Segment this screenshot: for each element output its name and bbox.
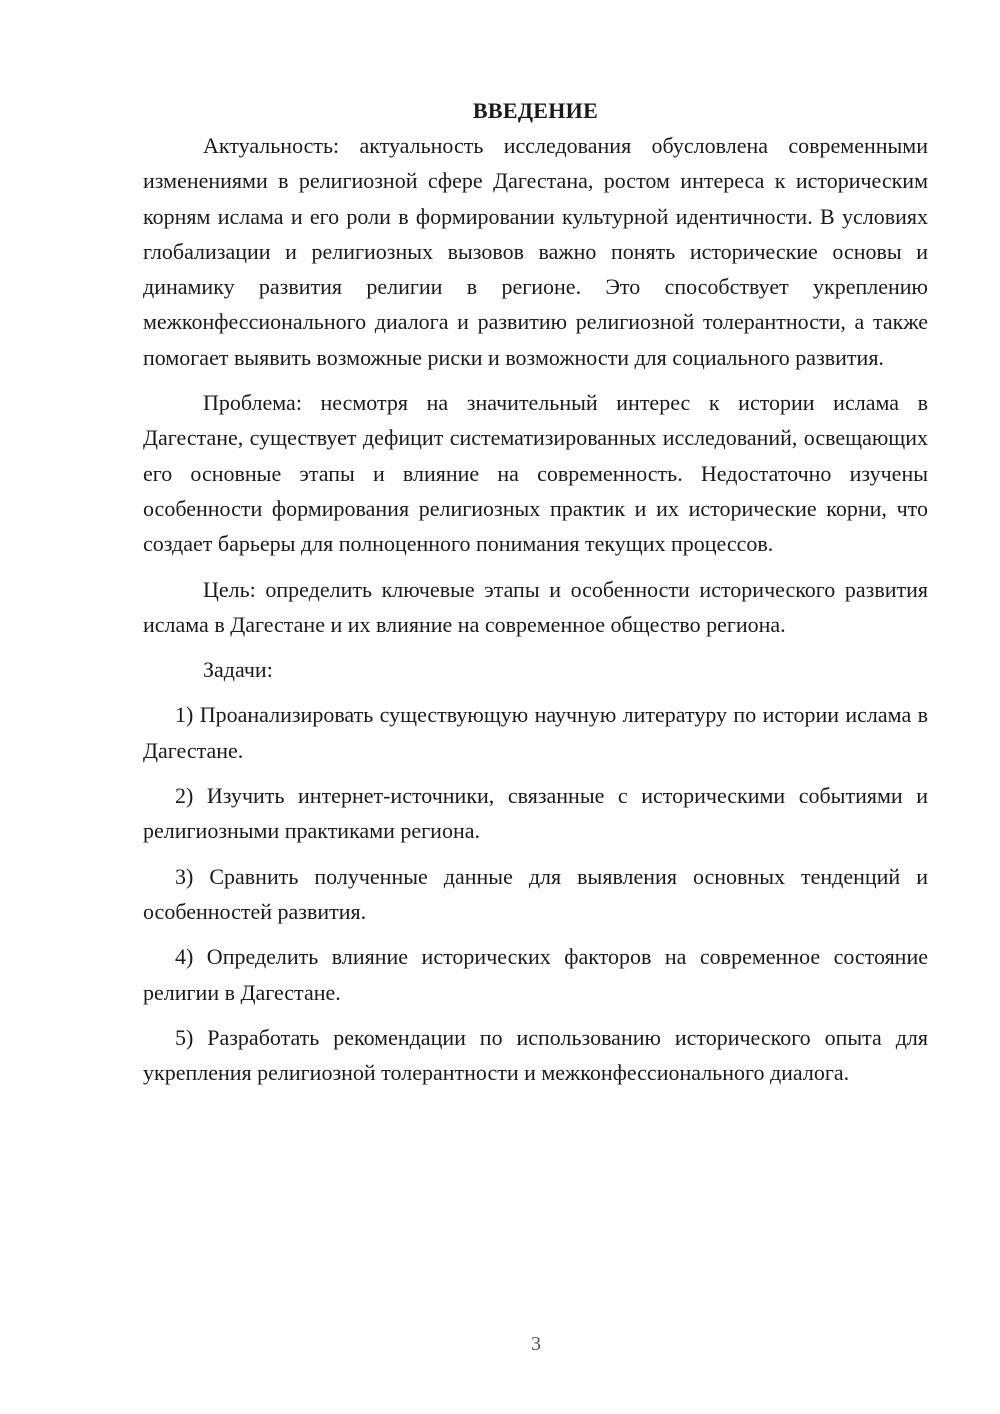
task-item: 4) Определить влияние исторических факторов на современное состояние религии в Дагестане.: [143, 944, 928, 1005]
relevance-paragraph: Актуальность: актуальность исследования обусловлена современными изменениями в религиозной сфере Дагестана, ростом интереса к историческим корням ислама и его роли в формировании культурной идентичности. В условиях глобализации и религиозных вызовов важно понять исторические основы и динамику развития религии в регионе. Это способствует укреплению межконфессионального диалога и развитию религиозной толерантности, а также помогает выявить возможные риски и возможности для социального развития.: [143, 133, 928, 370]
task-item: 1) Проанализировать существующую научную литературу по истории ислама в Дагестане.: [143, 702, 928, 763]
section-heading: ВВЕДЕНИЕ: [472, 98, 599, 123]
document-page: [143, 95, 928, 1090]
tasks-label: Задачи:: [203, 657, 273, 683]
goal-paragraph: Цель: определить ключевые этапы и особенности исторического развития ислама в Дагестане и их влияние на современное общество региона.: [143, 576, 928, 637]
page-number: 3: [531, 1333, 541, 1355]
task-item: 2) Изучить интернет-источники, связанные с историческими событиями и религиозными практиками региона.: [143, 783, 928, 844]
tasks-list: [143, 697, 928, 1090]
task-item: 5) Разработать рекомендации по использованию исторического опыта для укрепления религиозной толерантности и межконфессионального диалога.: [143, 1024, 928, 1086]
task-item: 3) Сравнить полученные данные для выявления основных тенденций и особенностей развития.: [143, 863, 928, 924]
problem-paragraph: Проблема: несмотря на значительный интерес к истории ислама в Дагестане, существует дефицит систематизированных исследований, освещающих его основные этапы и влияние на современность. Недостаточно изучены особенности формирования религиозных практик и их исторические корни, что создает барьеры для полноценного понимания текущих процессов.: [143, 390, 928, 557]
